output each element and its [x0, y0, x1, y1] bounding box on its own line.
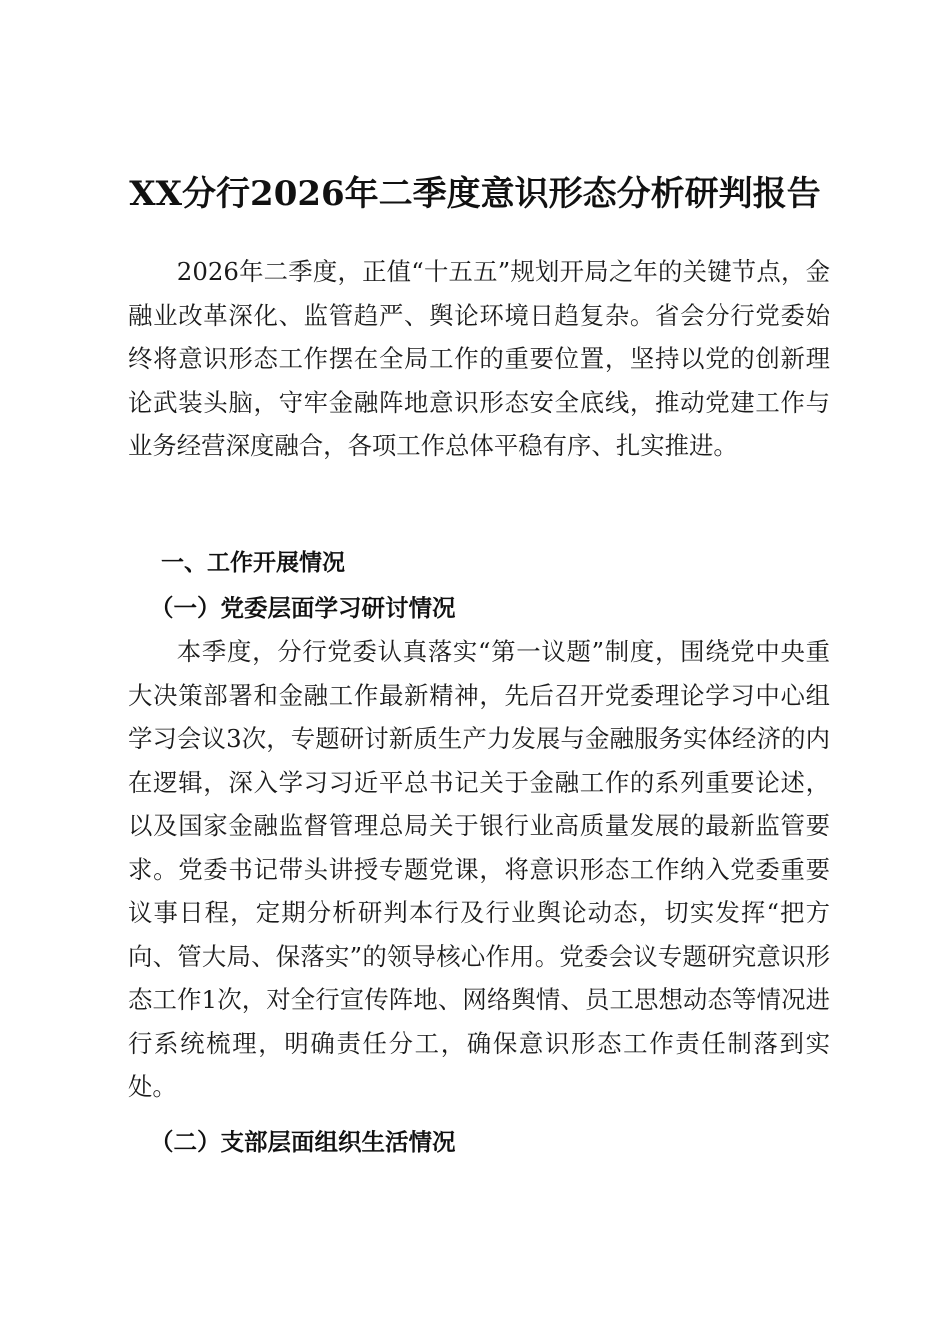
- intro-paragraph: 2026年二季度，正值“十五五”规划开局之年的关键节点，金融业改革深化、监管趋严、舆论环境日趋复杂。省会分行党委始终将意识形态工作摆在全局工作的重要位置，坚持以党的创新理论武装头脑，守牢金融阵地意识形态安全底线，推动党建工作与业务经营深度融合，各项工作总体平稳有序、扎实推进。: [128, 257, 830, 460]
- subsection-1-paragraph: 本季度，分行党委认真落实“第一议题”制度，围绕党中央重大决策部署和金融工作最新精神，先后召开党委理论学习中心组学习会议3次，专题研讨新质生产力发展与金融服务实体经济的内在逻辑，深入学习习近平总书记关于金融工作的系列重要论述，以及国家金融监督管理总局关于银行业高质量发展的最新监管要求。党委书记带头讲授专题党课，将意识形态工作纳入党委重要议事日程，定期分析研判本行及行业舆论动态，切实发挥“把方向、管大局、保落实”的领导核心作用。党委会议专题研究意识形态工作1次，对全行宣传阵地、网络舆情、员工思想动态等情况进行系统梳理，明确责任分工，确保意识形态工作责任制落到实处。: [128, 637, 830, 1101]
- section-heading-1: 一、工作开展情况: [161, 550, 345, 576]
- subsection-heading-1: （一）党委层面学习研讨情况: [150, 594, 456, 622]
- document-title: XX分行2026年二季度意识形态分析研判报告: [129, 174, 821, 214]
- subsection-heading-2: （二）支部层面组织生活情况: [150, 1128, 456, 1156]
